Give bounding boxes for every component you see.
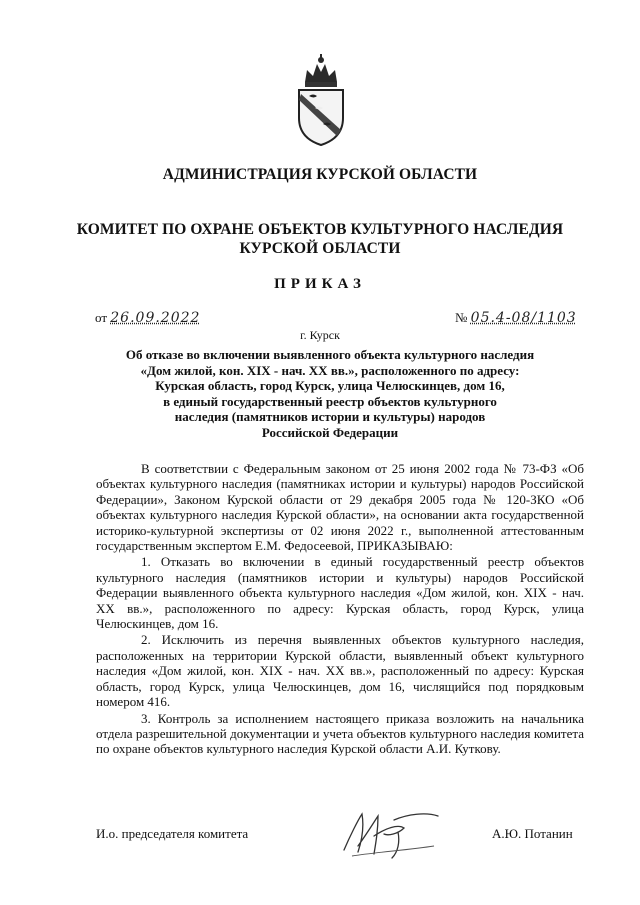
subject-line-2: «Дом жилой, кон. XIX - нач. XX вв.», расположенного по адресу:	[140, 362, 520, 378]
number-value: 05.4-08/1103	[470, 310, 577, 326]
subject-line-4: в единый государственный реестр объектов культурного	[163, 393, 497, 409]
coat-of-arms-icon	[293, 52, 349, 148]
order-subject	[100, 347, 560, 441]
subject-line-3: Курская область, город Курск, улица Челюскинцев, дом 16,	[155, 378, 505, 394]
order-body	[96, 461, 584, 757]
subject-line-6: Российской Федерации	[261, 424, 399, 440]
subject-line-5: наследия (памятников истории и культуры) народов	[174, 409, 486, 425]
order-item-2: 2. Исключить из перечня выявленных объектов культурного наследия, расположенных на территории Курской области, выявленный объект культурного наследия «Дом жилой, кон. XIX - нач. XX вв.», расположенный по адресу: Курская область, город Курск, улица Челюскинцев, дом 16, числящийся под порядковым номером 416.	[96, 632, 584, 710]
subject-line-1: Об отказе во включении выявленного объекта культурного наследия	[125, 347, 535, 362]
number-prefix: №	[455, 310, 468, 325]
signatory-position: И.о. председателя комитета	[96, 826, 249, 841]
date-value: 26.09.2022	[110, 310, 201, 326]
administration-title: АДМИНИСТРАЦИЯ КУРСКОЙ ОБЛАСТИ	[162, 166, 478, 183]
preamble-paragraph: В соответствии с Федеральным законом от 25 июня 2002 года № 73-ФЗ «Об объектах культурного наследия (памятниках истории и культуры) народов Российской Федерации», Законом Курской области от 29 декабря 2005 года № 120-ЗКО «Об объектах культурного наследия Курской области», на основании акта государственной историко-культурной экспертизы от 02 июня 2022 г., выполненной аттестованным государственным экспертом Е.М. Федосеевой, ПРИКАЗЫВАЮ:	[96, 461, 584, 554]
order-item-1: 1. Отказать во включении в единый государственный реестр объектов культурного наследия (памятников истории и культуры) народов Российской Федерации выявленного объекта культурного наследия «Дом жилой, кон. XIX - нач. XX вв.», расположенного по адресу: Курская область, город Курск, улица Челюскинцев, дом 16.	[96, 554, 584, 632]
signatory-name: А.Ю. Потанин	[492, 826, 573, 841]
document-type: ПРИКАЗ	[274, 276, 366, 292]
city: г. Курск	[300, 328, 340, 342]
committee-title-line-1: КОМИТЕТ ПО ОХРАНЕ ОБЪЕКТОВ КУЛЬТУРНОГО НАСЛЕДИЯ	[76, 221, 564, 238]
order-item-3: 3. Контроль за исполнением настоящего приказа возложить на начальника отдела разрешительной документации и учета объектов культурного наследия комитета по охране объектов культурного наследия Курской области А.И. Куткову.	[96, 710, 584, 757]
date-prefix: от	[95, 310, 108, 325]
committee-title	[0, 220, 640, 258]
handwritten-signature	[338, 806, 448, 862]
order-date	[95, 310, 200, 326]
order-number	[455, 310, 577, 326]
committee-title-line-2: КУРСКОЙ ОБЛАСТИ	[239, 240, 401, 257]
